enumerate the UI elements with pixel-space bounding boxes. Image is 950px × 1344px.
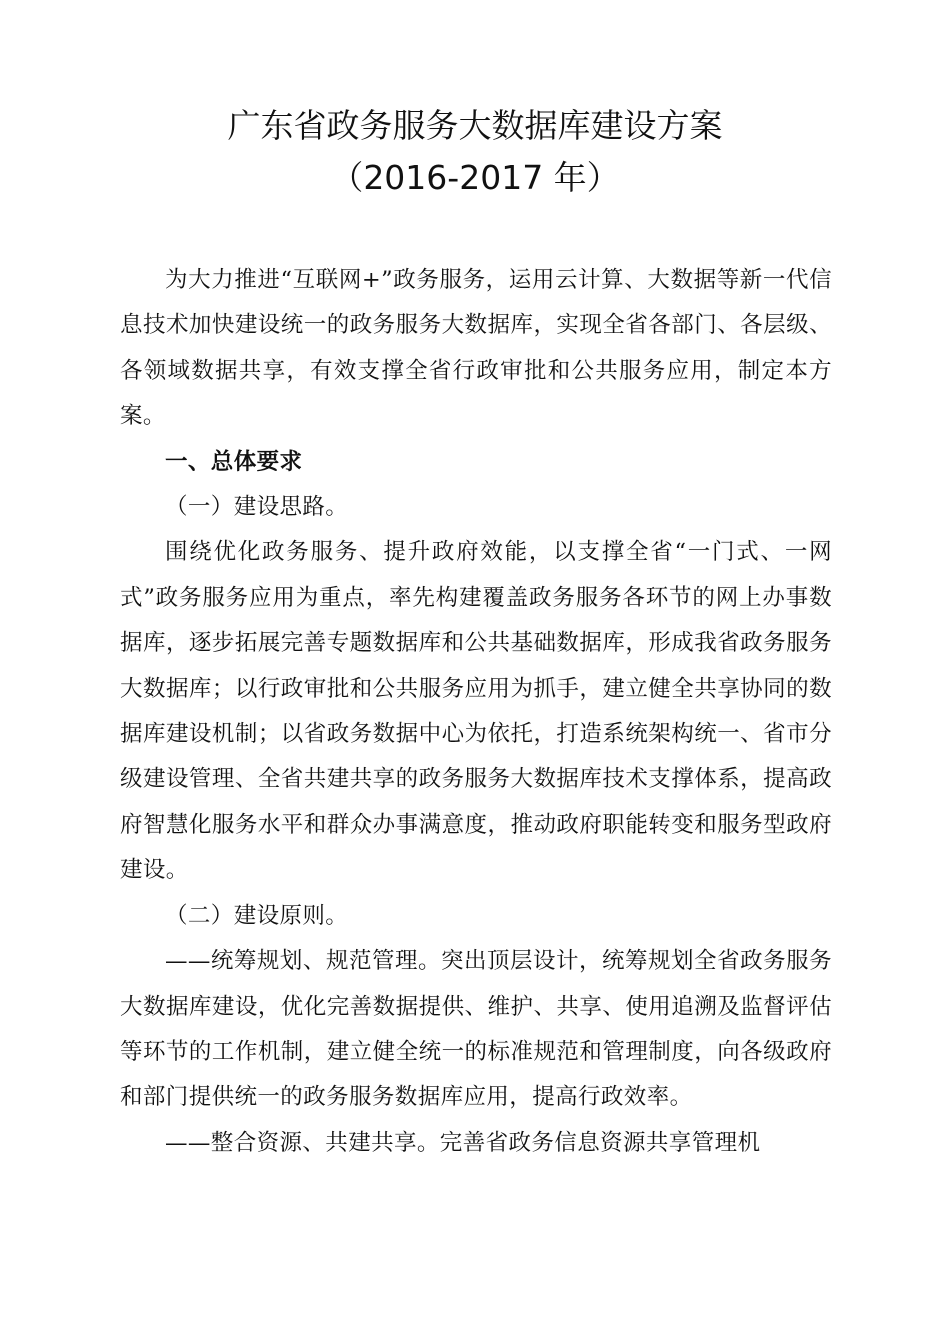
subsection-heading-construction-principles: （二）建设原则。 [165, 902, 349, 929]
document-body [120, 258, 832, 1166]
document-title: 广东省政务服务大数据库建设方案 [227, 106, 723, 145]
construction-ideas-paragraph: 围绕优化政务服务、提升政府效能，以支撑全省“一门式、一网式”政务服务应用为重点，率先构建覆盖政务服务各环节的网上办事数据库，逐步拓展完善专题数据库和公共基础数据库，形成我省政务服务大数据库；以行政审批和公共服务应用为抓手，建立健全共享协同的数据库建设机制；以省政务数据中心为依托，打造系统架构统一、省市分级建设管理、全省共建共享的政务服务大数据库技术支撑体系，提高政府智慧化服务水平和群众办事满意度，推动政府职能转变和服务型政府建设。 [120, 539, 832, 884]
document-subtitle: （2016-2017 年） [330, 158, 620, 197]
principle-paragraph-integration: ——整合资源、共建共享。完善省政务信息资源共享管理机 [165, 1129, 761, 1156]
intro-paragraph: 为大力推进“互联网+”政务服务，运用云计算、大数据等新一代信息技术加快建设统一的政务服务大数据库，实现全省各部门、各层级、各领域数据共享，有效支撑全省行政审批和公共服务应用，制定本方案。 [120, 267, 832, 430]
subsection-heading-construction-ideas: （一）建设思路。 [165, 494, 349, 521]
principle-paragraph-planning: ——统筹规划、规范管理。突出顶层设计，统筹规划全省政务服务大数据库建设，优化完善数据提供、维护、共享、使用追溯及监督评估等环节的工作机制，建立健全统一的标准规范和管理制度，向各级政府和部门提供统一的政务服务数据库应用，提高行政效率。 [120, 948, 832, 1111]
section-heading-general-requirements: 一、总体要求 [165, 448, 303, 475]
